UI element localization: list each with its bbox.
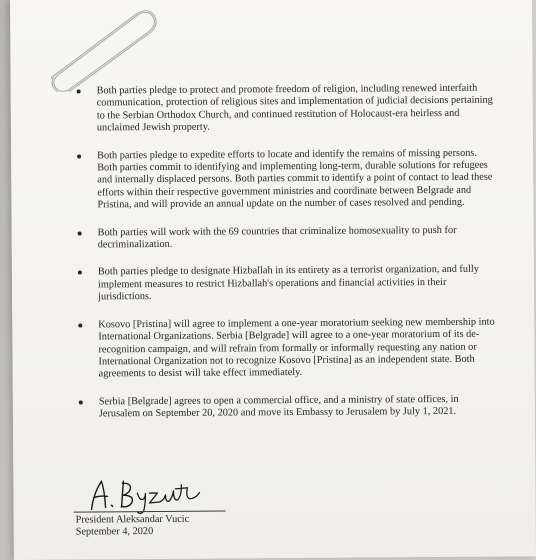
provisions-list [77,83,499,436]
provision-decriminalization: Both parties will work with the 69 countries that criminalize homosexuality to push for decriminalization. [78,224,498,252]
provision-missing-persons: Both parties pledge to expedite efforts to locate and identify the remains of missing persons. Both parties commit to identifying and implementing long-term, durable solutions for refugees and internally displaced persons. Both parties commit to identify a point of contact to lead these efforts within their respective government ministries and coordinate between Belgrade and Pristina, and will provide an annual update on the number of cases resolved and pending. [77,147,497,212]
provision-religious-freedom: Both parties pledge to protect and promote freedom of religion, including renewed interfaith communication, protection of religious sites and implementation of judicial decisions pertaining to the Serbian Orthodox Church, and continued restitution of Holocaust-era heirless and unclaimed Jewish property. [77,83,497,136]
document-page [10,0,536,560]
handwritten-signature [77,475,207,516]
signer-name: President Aleksandar Vucic [75,513,190,526]
provision-jerusalem-embassy: Serbia [Belgrade] agrees to open a commercial office, and a ministry of state offices, in Jerusalem on September 20, 2020 and move its Embassy to Jerusalem by July 1, 2021. [79,393,499,421]
signature-date: September 4, 2020 [75,526,154,538]
provision-hizballah: Both parties pledge to designate Hizballah in its entirety as a terrorist organization, and fully implement measures to restrict Hizballah's operations and financial activities in their jurisdictions. [78,264,498,304]
paperclip-icon [40,1,161,92]
provision-moratorium: Kosovo [Pristina] will agree to implement a one-year moratorium seeking new membership into International Organizations. Serbia [Belgrade] will agree to a one-year moratorium of its de-recognition campaign, and will refrain from formally or informally requesting any nation or International Organization not to recognize Kosovo [Pristina] as an independent state. Both agreements to desist will take effect immediately. [78,316,498,381]
